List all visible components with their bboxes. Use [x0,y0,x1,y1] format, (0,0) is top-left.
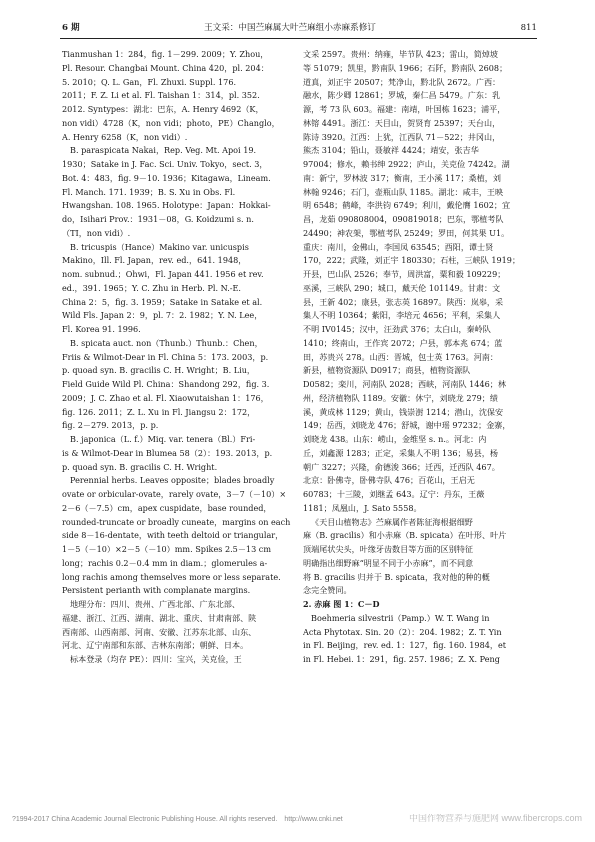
text-line: 河北、辽宁南部和东部、吉林东南部；朝鲜、日本。 [62,640,249,651]
text-line: 顶端尾状尖头，叶缘牙齿数目等方面的区别特征 [303,544,473,554]
text-line: 2012. Syntypes：湖北：巴东，A. Henry 4692（K， [62,104,264,114]
text-line: 2009；J. C. Zhao et al. Fl. Xiaowutaishan 1：176， [62,392,269,403]
text-line: 地理分布：四川、贵州、广西北部、广东北部、 [70,599,240,609]
text-line: p. quoad syn. B. gracilis C. H. Wright；B. Liu， [62,365,256,376]
text-line: rounded-truncate or broadly cuneate，margins on each [62,516,291,527]
text-line: B. japonica（L. f.）Miq. var. tenera（Bl.）Fri- [70,434,256,444]
text-line: 道真，刘正宇 20507；梵净山，黔北队 2672。广西： [303,76,501,87]
issue-number: 6 期 [62,23,80,33]
text-line: non vidi）4728（K，non vidi；photo，PE）Changlo， [62,117,280,128]
text-line: 1930；Satake in J. Fac. Sci. Univ. Tokyo，sect. 3， [62,159,268,169]
text-line: 源，考 73 队 603。福建：南靖，叶国栋 1623；浦平， [303,104,506,114]
text-line: Fl. Manch. 171. 1939；B. S. Xu in Obs. Fl. [62,186,236,197]
text-line: 不明 IV0145；汉中，汪劲武 376；太白山，秦岭队 [303,324,491,334]
text-line: in Fl. Beijing，rev. ed. 1：127，fig. 160. 1984，et [303,640,507,651]
text-line: Pl. Resour. Changbai Mount. China 420，pl. 204： [62,62,269,73]
text-line: 州，经济植物队 1189。安徽：休宁，刘晓龙 279；绩 [303,392,498,403]
text-line: 170，222；武隆，刘正宇 180330；石柱，三峡队 1919； [303,255,521,266]
text-line: 新县，植物资源队 D0917；商县，植物资源队 [303,365,471,376]
text-line: 2－6（－7.5）cm，apex cuspidate，base rounded， [62,502,272,513]
text-line: Perennial herbs. Leaves opposite；blades broadly [70,475,275,486]
text-line: 等 51079；凯里，黔南队 1966；石阡，黔南队 2608； [303,62,508,73]
text-line: 福建、浙江、江西、湖南、湖北、重庆、甘肃南部、陕 [62,612,257,623]
text-line: 1181；凤凰山，J. Sato 5558。 [303,502,422,513]
text-line: 田，苏贵兴 278。山西：晋城，包士英 1763。河南： [303,351,498,362]
text-line: long rachis among themselves more or less separate. [62,571,281,582]
text-line: A. Henry 6258（K，non vidi）. [62,131,188,142]
text-line: 1－5（－10）×2－5（－10）mm. Spikes 2.5－13 cm [62,544,272,554]
text-line: 24490；神农架，鄂植考队 25249；罗田，何其果 U1。 [303,227,510,238]
text-line: 将 B. gracilis 归并于 B. spicata，我对他的种的概 [303,571,490,582]
text-line: 149；岳西，刘晓龙 476；舒城，谢中瑶 97232；金寨， [303,420,511,431]
text-line: 林翰 9246；石门，壶瓶山队 1185。湖北：咸丰，王映 [303,186,504,197]
left-column [62,48,294,667]
text-line: Friis & Wilmot-Dear in Fl. China 5：173. 2003，p. [62,351,269,362]
text-line: 刘晓龙 438。山东：崂山，金维坚 s. n.。河北：内 [303,434,487,444]
text-line: Wild Fls. Japan 2：9，pl. 7：2. 1982；Y. N. Lee， [62,310,263,321]
text-line: 2. 赤麻 图 1：C－D [303,599,380,609]
text-line: 5. 2010；Q. L. Gan，Fl. Zhuxi. Suppl. 176. [62,76,237,87]
text-line: Bot. 4：483，fig. 9－10. 1936；Kitagawa，Lineam. [62,172,271,183]
text-line: 集人不明 10364；紫阳，李培元 4656；平利，采集人 [303,310,501,321]
text-line: 念完全赞同。 [303,585,352,596]
text-line: 明确指出细野麻“明显不同于小赤麻”，而不同意 [303,557,474,568]
text-line: B. tricuspis（Hance）Makino var. unicuspis [70,241,249,252]
text-line: side 8－16-dentate，with teeth deltoid or triangular， [62,530,284,541]
text-line: 熊杰 3104；铅山，聂敏祥 4424；靖安，张吉华 [303,145,479,156]
text-line: 县，王新 402；康县，张志英 16897。陕西：岚皋，采 [303,296,504,307]
text-line: fig. 126. 2011；Z. L. Xu in Fl. Jiangsu 2：172， [62,406,256,417]
text-line: Acta Phytotax. Sin. 20（2）：204. 1982；Z. T. Yin [303,626,502,637]
text-line: 标本登录（均存 PE）：四川：宝兴，关克俭，王 [70,654,242,664]
text-line: ovate or orbicular-ovate，rarely ovate，3－7（－10）× [62,489,287,499]
watermark: 中国作物营养与施肥网 www.fibercrops.com [408,814,582,823]
text-line: 97004；修水，赖书绅 2922；庐山，关克俭 74242。湖 [303,159,510,169]
text-line: p. quoad syn. B. gracilis C. H. Wright. [62,461,218,472]
text-line: Tianmushan 1：284，fig. 1－299. 2009；Y. Zhou， [62,49,269,59]
text-line: B. paraspicata Nakai，Rep. Veg. Mt. Apoi 19. [70,145,257,156]
text-line: 昌，龙茹 090808004，090819018；巴东，鄂植考队 [303,214,504,224]
text-line: 巫溪，三峡队 290；城口，戴天伦 101149。甘肃：文 [303,282,501,293]
right-column [303,48,535,667]
text-line: （TI，non vidi）. [62,227,131,238]
text-line: 《天目山植物志》苎麻属作者陈征海根据细野 [311,516,473,527]
text-line: 林镕 4491。浙江：天目山，贺贤育 25397；天台山， [303,117,501,128]
text-line: 文采 2597。贵州：纳雍，毕节队 423；雷山，简焯坡 [303,49,498,59]
text-line: Hwangshan. 108. 1965. Holotype：Japan：Hokkai- [62,200,271,211]
text-line: 明 6548；鹤峰，李洪钧 6749；利川，戴伦膺 1602；宜 [303,200,511,211]
page-number: 811 [520,23,537,33]
text-line: 开县，巴山队 2526；奉节，周洪富，粟和毅 109229； [303,269,506,279]
running-header [62,21,537,35]
text-line: 融水，陈少卿 12861；罗城，秦仁昌 5479。广东：乳 [303,90,501,101]
text-line: 西南部、山西南部、河南、安徽、江苏东北部、山东、 [62,626,257,637]
text-line: fig. 2－279. 2013，p. p. [62,420,159,431]
text-line: in Fl. Hebei. 1：291，fig. 257. 1986；Z. X. Peng [303,654,500,664]
text-line: Fl. Korea 91. 1996. [62,324,141,334]
text-line: Persistent perianth with complanate margins. [62,585,251,596]
text-line: ed.，391. 1965；Y. C. Zhu in Herb. Pl. N.-E. [62,282,241,293]
text-line: long；rachis 0.2－0.4 mm in diam.；glomerules a- [62,557,268,568]
text-line: 南：新宁，罗林波 317；衡南，王小溪 117；桑植，刘 [303,172,501,183]
text-line: 陈诗 3920。江西：上犹，江西队 71－522；井冈山， [303,131,501,142]
text-line: 麻（B. gracilis）和小赤麻（B. spicata）在叶形、叶片 [303,530,507,541]
text-line: is & Wilmot-Dear in Blumea 58（2）：193. 2013，p. [62,447,273,458]
running-title: 王文采：中国苎麻属大叶苎麻组小赤麻系修订 [204,23,376,33]
text-line: China 2：5，fig. 3. 1959；Satake in Satake et al. [62,296,263,307]
text-line: 朝广 3227；兴隆，俞德浚 366；迁西，迁西队 467。 [303,461,500,472]
text-line: Field Guide Wild Pl. China：Shandong 292，fig. 3. [62,379,270,389]
text-line: 重庆：南川，金佛山，李国凤 63545；酉阳，谭士贤 [303,241,494,252]
text-line: 2011；F. Z. Li et al. Fl. Taishan 1：314，pl. 352. [62,90,260,101]
text-line: 60783；十三陵，刘继孟 643。辽宁：丹东，王薇 [303,489,485,499]
text-line: nom. subnud.；Ohwi，Fl. Japan 441. 1956 et rev. [62,269,264,279]
header-rule [60,38,537,39]
text-line: D0582；栾川，河南队 2028；西峡，河南队 1446；林 [303,379,506,389]
text-line: 溪，黄成林 1129；黄山，钱崇澍 1214；潜山，沈保安 [303,406,504,417]
copyright-notice: ?1994-2017 China Academic Journal Electronic Publishing House. All rights reserved. http://www.cnki.net [12,816,343,823]
text-line: do，Isihari Prov.：1931－08，G. Koidzumi s. n. [62,214,254,224]
text-line: 丘，刘鑫源 1283；正定，采集人不明 136；易县，杨 [303,447,498,458]
text-line: 北京：卧佛寺，卧佛寺队 476；百花山，王启无 [303,475,475,486]
text-line: 1410；终南山，王作宾 2072；户县，郭本兆 674；蓝 [303,337,503,348]
text-line: Boehmeria silvestrii（Pamp.）W. T. Wang in [311,612,490,623]
page-footer [12,814,582,828]
text-line: B. spicata auct. non（Thunb.）Thunb.：Chen， [70,337,263,348]
text-line: Makino，Ill. Fl. Japan，rev. ed.，641. 1948， [62,255,247,266]
